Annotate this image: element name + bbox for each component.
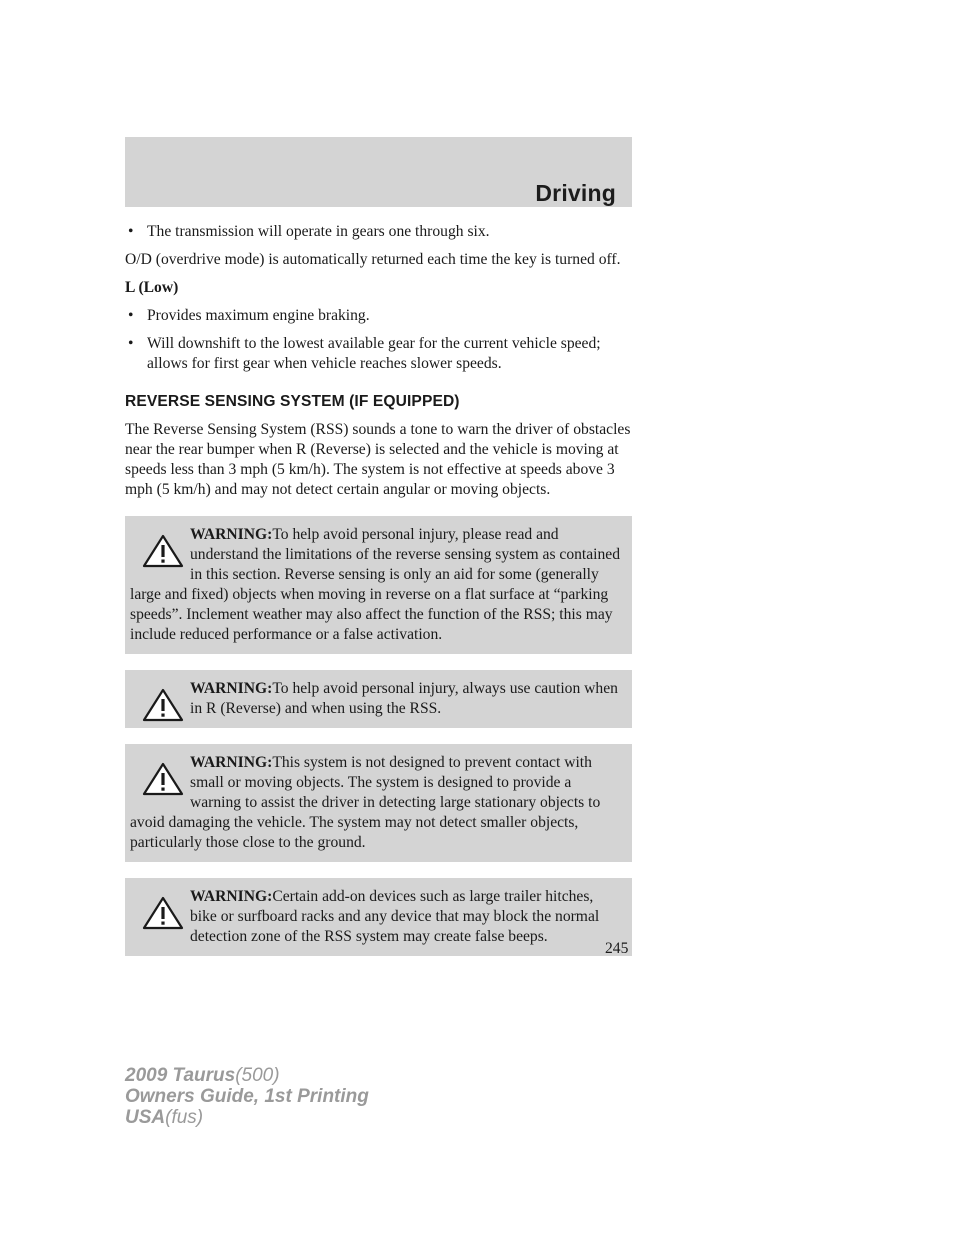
warning-box	[125, 744, 632, 862]
bullet-item	[125, 306, 632, 326]
warning-body: To help avoid personal injury, always use caution when in R (Reverse) and when using the RSS.	[190, 680, 618, 717]
warning-text	[130, 753, 622, 853]
warning-triangle-icon	[142, 762, 184, 796]
warning-box	[125, 670, 632, 728]
warning-triangle-icon	[142, 896, 184, 930]
bullet-item	[125, 222, 632, 242]
warning-label: WARNING:	[190, 888, 273, 905]
footer-region-code: (fus)	[165, 1107, 204, 1128]
footer-model-code: (500)	[235, 1065, 280, 1086]
page-number: 245	[605, 940, 629, 957]
section-title: Driving	[535, 180, 616, 206]
warning-body: Certain add-on devices such as large trailer hitches, bike or surfboard racks and any device that may block the normal detection zone of the RSS system may create false beeps.	[190, 888, 600, 945]
warning-box	[125, 878, 632, 956]
footer-printing: Owners Guide, 1st Printing	[125, 1086, 369, 1107]
warning-text	[130, 679, 622, 719]
warning-body: To help avoid personal injury, please read and understand the limitations of the reverse sensing system as contained in this section. Reverse sensing is only an aid for some (generally large and fixed) objects when moving in reverse on a flat surface at “parking speeds”. Inclement weather may also affect the function of the RSS; this may include reduced performance or a false activation.	[130, 526, 621, 643]
warning-body: This system is not designed to prevent contact with small or moving objects. The system is designed to provide a warning to assist the driver in detecting large stationary objects to avoid damaging the vehicle. The system may not detect smaller objects, particularly those close to the ground.	[130, 754, 601, 851]
bullet-text: Provides maximum engine braking.	[147, 307, 370, 324]
rss-paragraph: The Reverse Sensing System (RSS) sounds a tone to warn the driver of obstacles near the rear bumper when R (Reverse) is selected and the vehicle is moving at speeds less than 3 mph (5 km/h). The system is not effective at speeds above 3 mph (5 km/h) and may not detect certain angular or moving objects.	[125, 421, 631, 498]
footer-imprint	[125, 1065, 369, 1128]
bullet-item	[125, 334, 632, 374]
warning-label: WARNING:	[190, 754, 273, 771]
warning-box	[125, 516, 632, 654]
footer-line-2	[125, 1086, 369, 1107]
footer-region: USA	[125, 1107, 166, 1128]
warning-label: WARNING:	[190, 680, 273, 697]
low-heading: L (Low)	[125, 279, 179, 296]
warning-triangle-icon	[142, 688, 184, 722]
bullet-dot: •	[128, 335, 134, 352]
rss-heading: REVERSE SENSING SYSTEM (IF EQUIPPED)	[125, 393, 460, 410]
footer-line-3	[125, 1107, 369, 1128]
warning-text	[130, 887, 622, 947]
section-header	[125, 137, 632, 207]
bullet-text: Will downshift to the lowest available gear for the current vehicle speed; allows for first gear when vehicle reaches slower speeds.	[147, 335, 601, 372]
bullet-dot: •	[128, 307, 134, 324]
footer-line-1	[125, 1065, 369, 1086]
bullet-dot: •	[128, 223, 134, 240]
footer-model: 2009 Taurus	[125, 1065, 236, 1086]
page-content	[125, 222, 632, 956]
overdrive-paragraph: O/D (overdrive mode) is automatically returned each time the key is turned off.	[125, 251, 621, 268]
warning-text	[130, 525, 622, 645]
warning-label: WARNING:	[190, 526, 273, 543]
bullet-text: The transmission will operate in gears one through six.	[147, 223, 490, 240]
warning-triangle-icon	[142, 534, 184, 568]
